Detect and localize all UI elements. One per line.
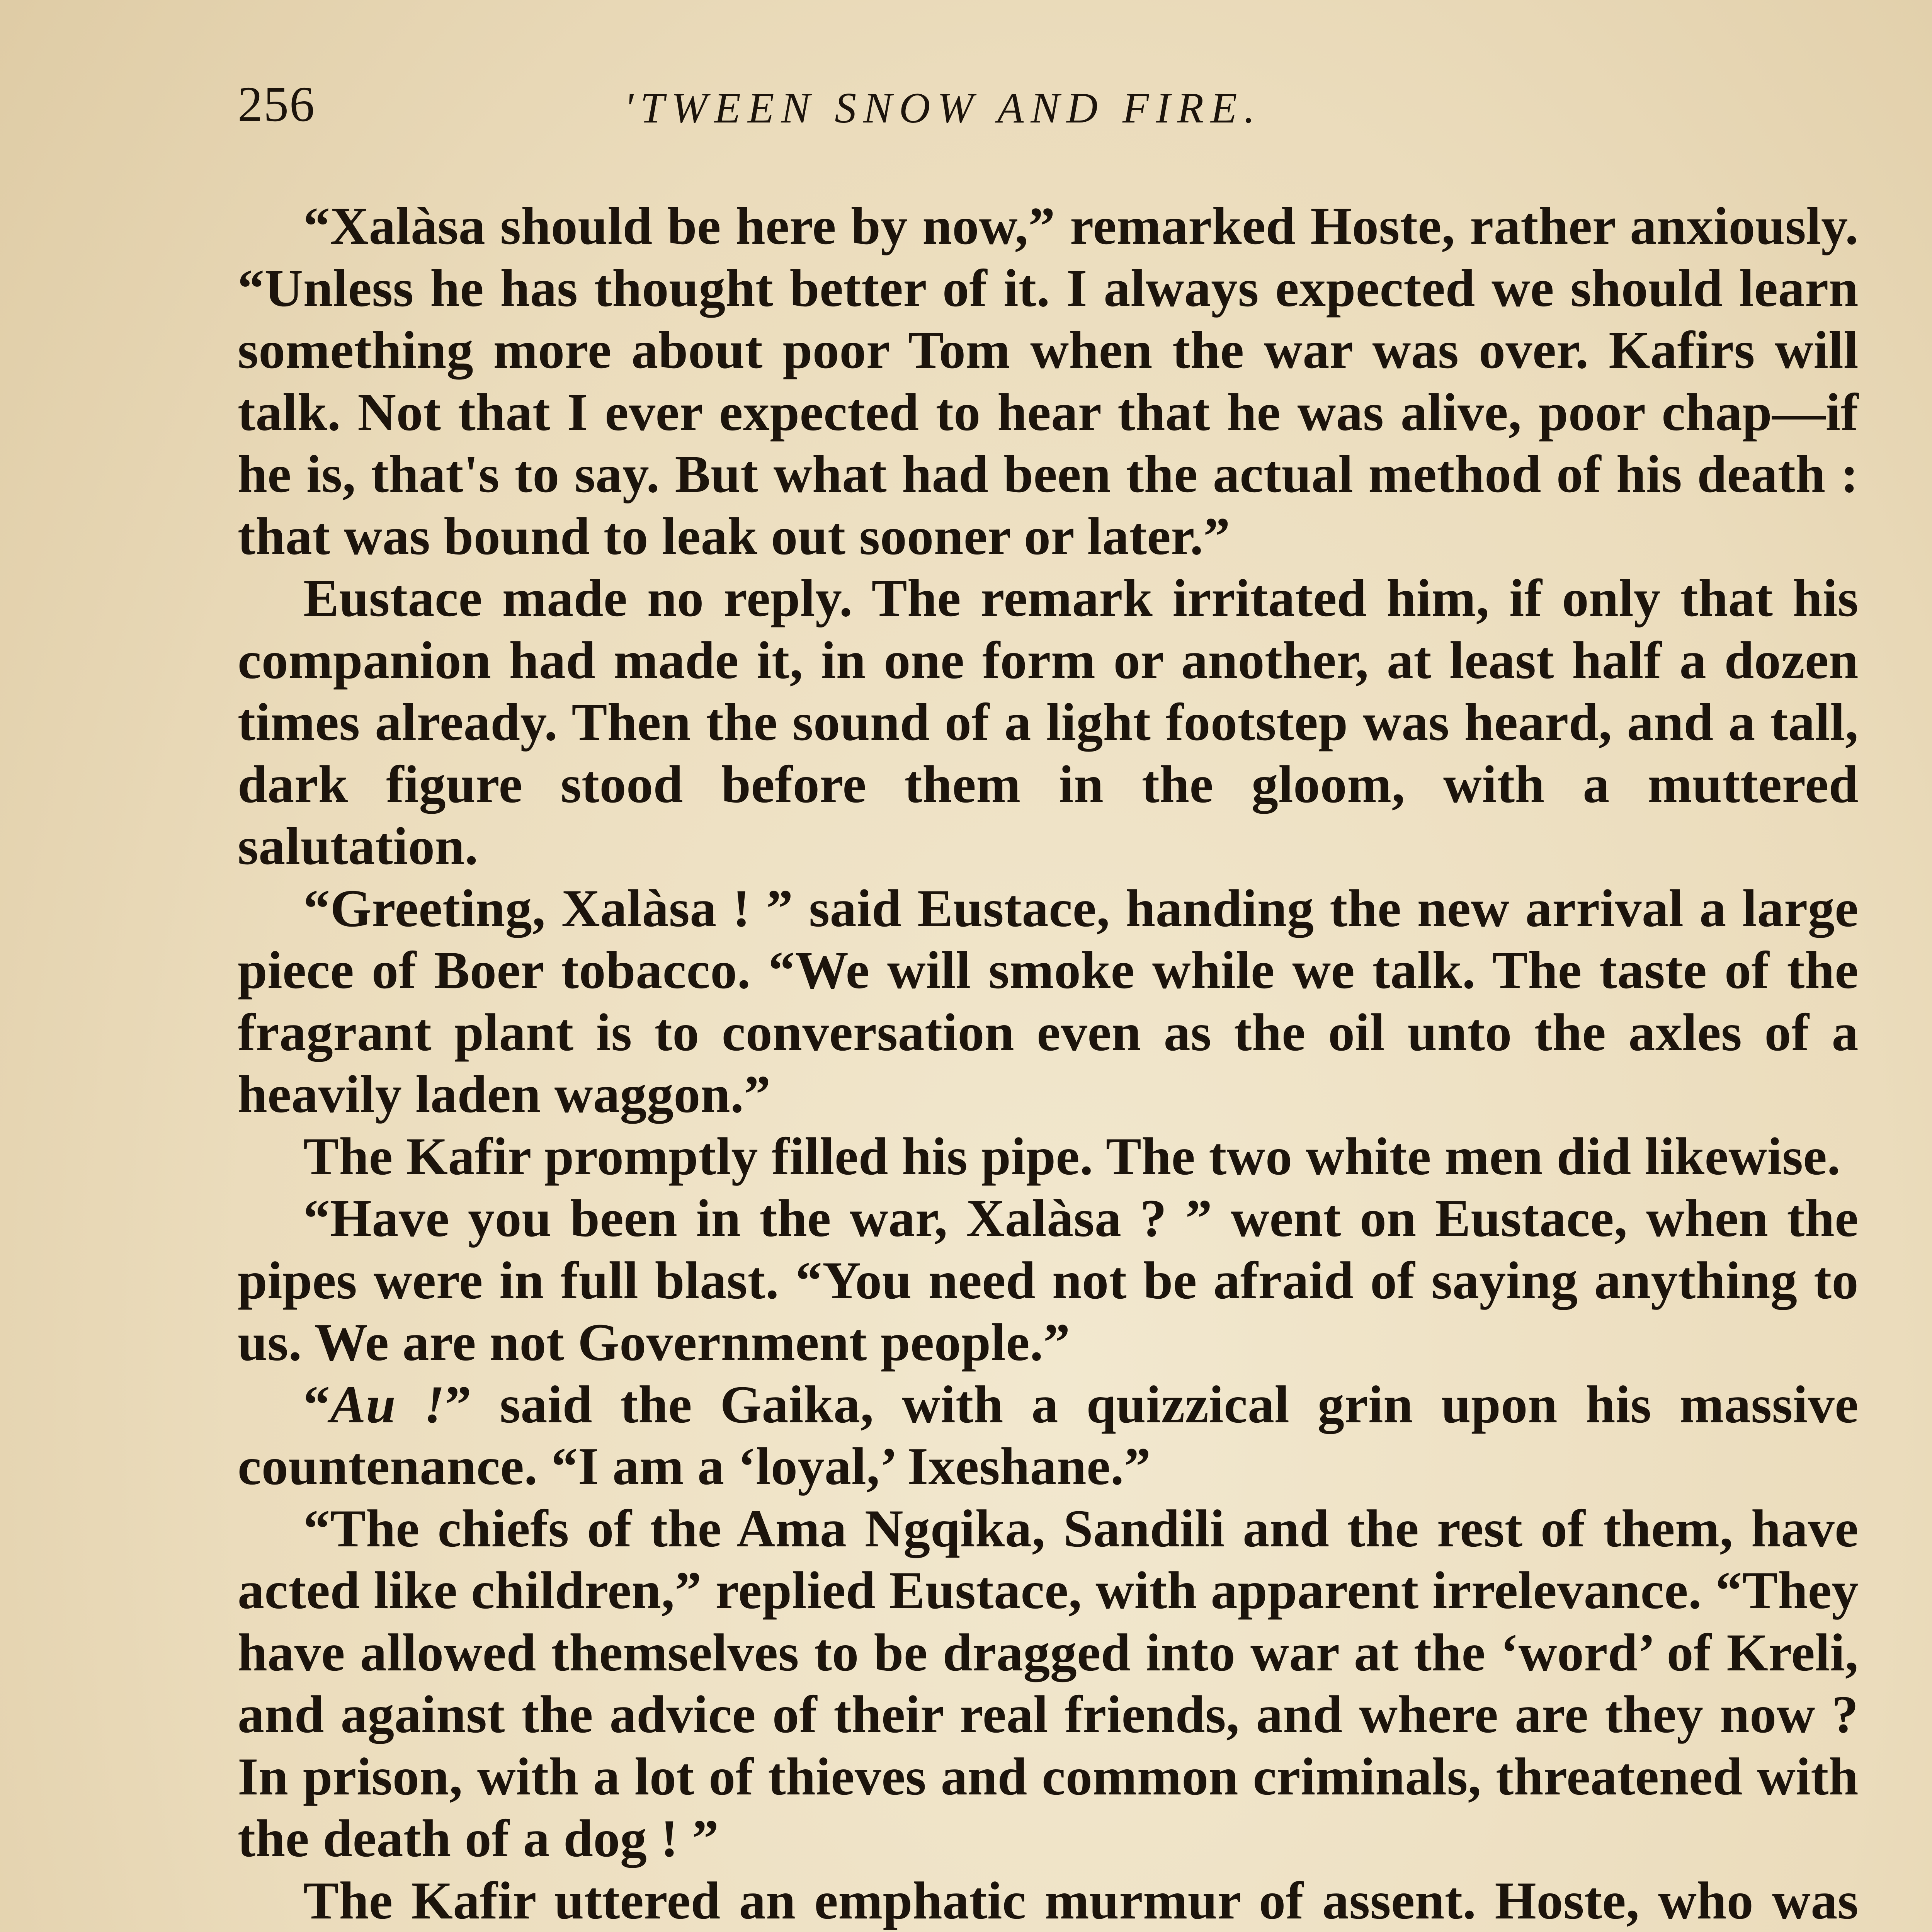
paragraph-3: “Greeting, Xalàsa ! ” said Eustace, handing the new arrival a large piece of Boer tobacco. “We will smoke while we talk. The taste of the fragrant plant is to conversation even as the oil unto the axles of a heavily laden waggon.” <box>238 878 1859 1124</box>
paragraph-6-rest: ” said the Gaika, with a quizzical grin upon his massive countenance. “I am a ‘loyal,’ Ixeshane.” <box>238 1374 1859 1496</box>
page-number: 256 <box>238 77 315 132</box>
body-text <box>238 195 1859 1932</box>
paragraph-6 <box>238 1374 1859 1498</box>
paragraph-8: The Kafir uttered an emphatic murmur of assent. Hoste, who was <box>303 1871 1859 1930</box>
paragraph-4: The Kafir promptly filled his pipe. The two white men did likewise. <box>303 1126 1841 1186</box>
paragraph-6-exclamation: Au ! <box>330 1374 445 1434</box>
paragraph-2: Eustace made no reply. The remark irritated him, if only that his companion had made it, in one form or another, at least half a dozen times already. Then the sound of a light footstep was heard, and a tall, dark figure stood before them in the gloom, with a muttered salutation. <box>238 568 1859 876</box>
running-head: 'TWEEN SNOW AND FIRE. <box>624 84 1262 132</box>
paragraph-1: “Xalàsa should be here by now,” remarked Hoste, rather anxiously. “Unless he has thought better of it. I always expected we should learn something more about poor Tom when the war was over. Kafirs will talk. Not that I ever expected to hear that he was alive, poor chap—if he is, that's to say. But what had been the actual method of his death : that was bound to leak out sooner or later.” <box>238 196 1859 566</box>
paragraph-6-open-quote: “ <box>303 1374 330 1434</box>
paragraph-7: “The chiefs of the Ama Ngqika, Sandili and the rest of them, have acted like children,” replied Eustace, with apparent irrelevance. “They have allowed themselves to be dragged into war at the ‘word’ of Kreli, and against the advice of their real friends, and where are they now ? In prison, with a lot of thieves and common criminals, threatened with the death of a dog ! ” <box>238 1498 1859 1868</box>
paragraph-5: “Have you been in the war, Xalàsa ? ” went on Eustace, when the pipes were in full blast. “You need not be afraid of saying anything to us. We are not Government people.” <box>238 1189 1859 1372</box>
page-header <box>238 73 1859 151</box>
